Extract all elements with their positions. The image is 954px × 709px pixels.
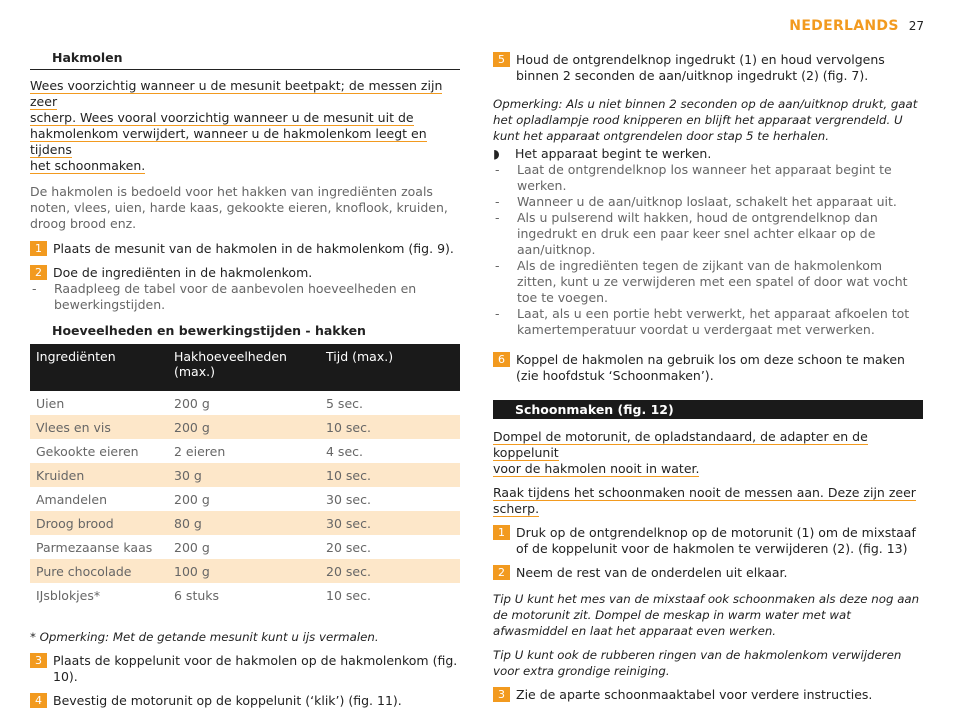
step-number: 3 <box>30 653 47 668</box>
step-text: Plaats de koppelunit voor de hakmolen op de hakmolenkom (fig. 10). <box>53 653 458 684</box>
step-number: 6 <box>493 352 510 367</box>
step-text: Bevestig de motorunit op de koppelunit (‘klik’) (fig. 11). <box>53 693 402 708</box>
section-rule <box>30 69 460 70</box>
step-text: Zie de aparte schoonmaaktabel voor verdere instructies. <box>516 687 873 702</box>
left-column <box>30 50 460 709</box>
step-text: Doe de ingrediënten in de hakmolenkom. <box>53 265 313 280</box>
cleaning-step-2 <box>493 565 923 581</box>
tip-text-1: Tip U kunt het mes van de mixstaaf ook schoonmaken als deze nog aan de motorunit zit. Dompel de meskap in warm water met wat afwasmiddel en laat het apparaat even werken. <box>493 592 920 638</box>
step-4 <box>30 693 460 709</box>
step-text: Druk op de ontgrendelknop op de motorunit (1) om de mixstaaf of de koppelunit voor de hakmolen te verwijderen (2). (fig. 13) <box>516 525 916 556</box>
step-1 <box>30 241 460 257</box>
step-number: 1 <box>493 525 510 540</box>
step-6 <box>493 352 923 384</box>
column-header: Hakhoeveelheden (max.) <box>168 344 320 391</box>
step-text: Neem de rest van de onderdelen uit elkaar. <box>516 565 788 580</box>
step-number: 5 <box>493 52 510 67</box>
table-row: Pure chocolade 100 g 20 sec. <box>30 559 460 583</box>
column-header: Tijd (max.) <box>320 344 460 391</box>
table-title: Hoeveelheden en bewerkingstijden - hakken <box>52 323 366 338</box>
page-header <box>789 18 924 34</box>
cleaning-warning-1: Dompel de motorunit, de opladstandaard, de adapter en de koppelunit voor de hakmolen nooit in water. <box>493 429 868 476</box>
right-column <box>493 50 923 703</box>
table-header-row <box>30 344 460 391</box>
result-item: ◗ Het apparaat begint te werken. <box>493 146 712 161</box>
step-2-subitem: - Raadpleeg de tabel voor de aanbevolen hoeveelheden en bewerkingstijden. <box>32 281 417 312</box>
list-item: - Als u pulserend wilt hakken, houd de ontgrendelknop dan ingedrukt en druk een paar keer snel achter elkaar op de aan/uitknop. <box>495 210 878 257</box>
column-header: Ingrediënten <box>30 344 168 391</box>
step-number: 4 <box>30 693 47 708</box>
tip-text-2: Tip U kunt ook de rubberen ringen van de hakmolenkom verwijderen voor extra grondige reiniging. <box>493 648 902 678</box>
quantities-table <box>30 344 460 607</box>
section-title: Hakmolen <box>52 50 123 65</box>
table-row: Droog brood 80 g 30 sec. <box>30 511 460 535</box>
table-row: Uien 200 g 5 sec. <box>36 395 363 411</box>
list-item: - Laat, als u een portie hebt verwerkt, het apparaat afkoelen tot kamertemperatuur voordat u verdergaat met verwerken. <box>495 306 910 337</box>
warning-text: Wees voorzichtig wanneer u de mesunit beetpakt; de messen zijn zeer scherp. Wees vooral voorzichtig wanneer u de mesunit uit de hakmolenkom verwijdert, wanneer u de hakmolenkom leegt en tijdens het schoonmaken. <box>30 78 443 173</box>
language-label: NEDERLANDS <box>789 18 899 34</box>
list-item: - Als de ingrediënten tegen de zijkant van de hakmolenkom zitten, kunt u ze verwijderen met een spatel of door wat vocht toe te voegen. <box>495 258 908 305</box>
note-text: Opmerking: Als u niet binnen 2 seconden op de aan/uitknop drukt, gaat het opladlampje rood knipperen en blijft het apparaat vergrendeld. U kunt het apparaat ontgrendelen door stap 5 te herhalen. <box>493 97 918 143</box>
table-row: Gekookte eieren 2 eieren 4 sec. <box>36 443 363 459</box>
step-5 <box>493 52 923 84</box>
table-row: Vlees en vis 200 g 10 sec. <box>30 415 460 439</box>
cleaning-section-title: Schoonmaken (fig. 12) <box>493 400 923 419</box>
table-row: Amandelen 200 g 30 sec. <box>36 491 371 507</box>
intro-text: De hakmolen is bedoeld voor het hakken van ingrediënten zoals noten, vlees, uien, harde kaas, gekookte eieren, knoflook, kruiden, droog brood enz. <box>30 184 448 231</box>
table-row: IJsblokjes* 6 stuks 10 sec. <box>36 587 371 603</box>
cleaning-warning-2: Raak tijdens het schoonmaken nooit de messen aan. Deze zijn zeer scherp. <box>493 485 916 516</box>
step-2 <box>30 265 460 281</box>
step-text: Koppel de hakmolen na gebruik los om deze schoon te maken (zie hoofdstuk ‘Schoonmaken’). <box>516 352 905 383</box>
step-text: Plaats de mesunit van de hakmolen in de hakmolenkom (fig. 9). <box>53 241 454 256</box>
triangle-bullet-icon: ◗ <box>493 146 500 161</box>
cleaning-step-1 <box>493 525 923 557</box>
step-number: 1 <box>30 241 47 256</box>
table-footnote: * Opmerking: Met de getande mesunit kunt u ijs vermalen. <box>30 630 379 644</box>
list-item: - Laat de ontgrendelknop los wanneer het apparaat begint te werken. <box>495 162 892 193</box>
step-number: 3 <box>493 687 510 702</box>
table-row: Kruiden 30 g 10 sec. <box>30 463 460 487</box>
step-number: 2 <box>30 265 47 280</box>
step-text: Houd de ontgrendelknop ingedrukt (1) en houd vervolgens binnen 2 seconden de aan/uitknop ingedrukt (2) (fig. 7). <box>516 52 885 83</box>
list-item: - Wanneer u de aan/uitknop loslaat, schakelt het apparaat uit. <box>495 194 897 209</box>
cleaning-step-3 <box>493 687 923 703</box>
step-number: 2 <box>493 565 510 580</box>
table-row: Parmezaanse kaas 200 g 20 sec. <box>36 539 371 555</box>
step-3 <box>30 653 460 685</box>
page-number: 27 <box>908 19 924 33</box>
